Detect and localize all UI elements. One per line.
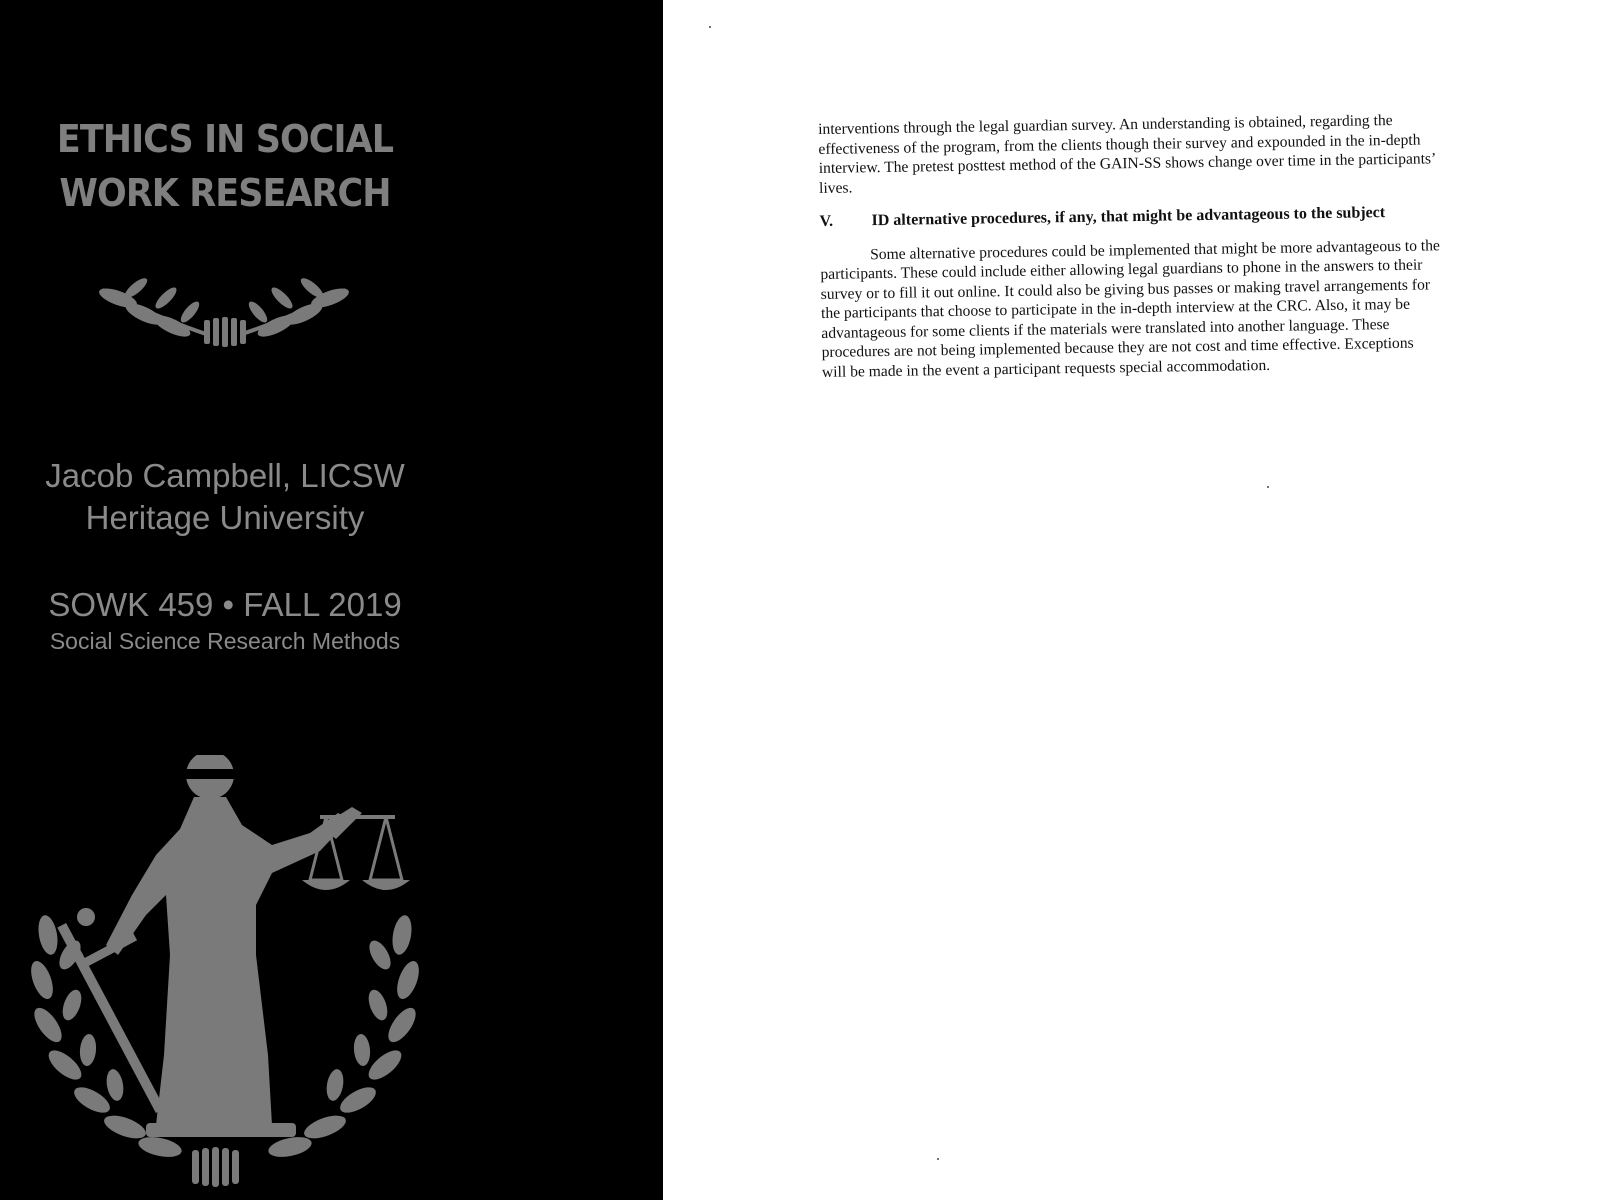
document-page xyxy=(663,0,1600,1200)
section-title: ID alternative procedures, if any, that might be advantageous to the subject xyxy=(871,204,1386,230)
lady-justice-icon xyxy=(20,755,430,1195)
course-title xyxy=(18,112,432,220)
paragraph-body: Some alternative procedures could be implemented that might be more advantageous to the participants. These could include either allowing legal guardians to phone in the answers to their survey or to fill it out online. It could also be giving bus passes or making travel arrangements for the participants that choose to participate in the in-depth interview at the CRC. Also, it may be advantageous for some clients if the materials were translated into another language. These procedures are not being implemented because they are not cost and time effective. Exceptions will be made in the event a participant requests special accommodation. xyxy=(820,236,1441,381)
course-title-line-1: ETHICS IN SOCIAL xyxy=(56,117,394,161)
course-title-line-2: WORK RESEARCH xyxy=(59,171,391,215)
instructor-block xyxy=(0,455,450,539)
laurel-wreath-icon xyxy=(88,268,360,352)
section-heading xyxy=(819,202,1439,231)
section-number: V. xyxy=(819,212,834,230)
course-subtitle: Social Science Research Methods xyxy=(49,628,401,654)
course-code: SOWK 459 • FALL 2019 xyxy=(48,586,402,623)
instructor-name: Jacob Campbell, LICSW xyxy=(45,457,405,494)
institution-name: Heritage University xyxy=(85,499,365,536)
document-text xyxy=(818,110,1442,382)
scan-speck xyxy=(709,26,711,28)
paragraph-intro: interventions through the legal guardian survey. An understanding is obtained, regarding the effectiveness of the program, from the clients though their survey and expounded in the in-depth interview. The pretest posttest method of the GAIN-SS shows change over time in the participants’ lives. xyxy=(818,111,1436,197)
scan-speck xyxy=(1267,486,1269,488)
title-panel xyxy=(0,0,663,1200)
scan-speck xyxy=(937,1158,939,1160)
